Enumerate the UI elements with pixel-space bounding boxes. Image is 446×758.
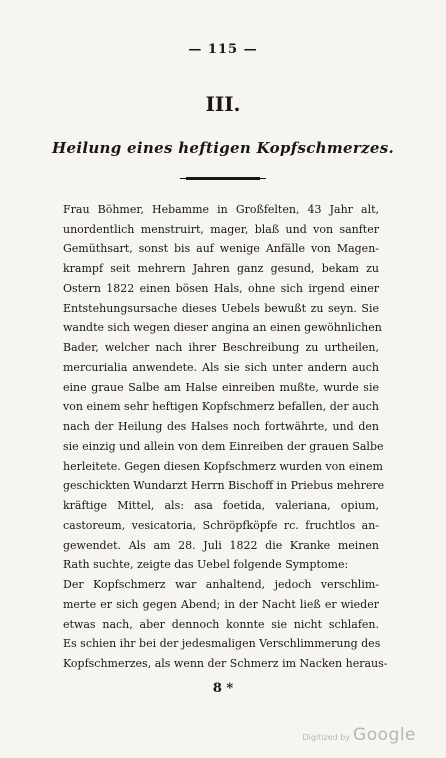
text-line: wandte sich wegen dieser angina an einen gewöhnlichen [63,321,382,334]
text-line: castoreum, vesicatoria, Schröpfköpfe rc. fruchtlos an- [63,519,379,532]
text-line: Es schien ihr bei der jedesmaligen Verschlimmerung des [63,637,381,650]
text-line: Rath suchte, zeigte das Uebel folgende Symptome: [63,558,349,571]
text-line: Kopfschmerzes, als wenn der Schmerz im Nacken heraus- [63,657,388,670]
text-line: geschickten Wundarzt Herrn Bischoff in Priebus mehrere [63,479,385,492]
text-line: kräftige Mittel, als: asa foetida, valeriana, opium, [63,499,379,512]
watermark-brand: Google [353,725,416,745]
text-line: Frau Böhmer, Hebamme in Großfelten, 43 Jahr alt, [63,203,379,216]
text-line: mercurialia anwendete. Als sie sich unter andern auch [63,361,379,374]
text-line: eine graue Salbe am Halse einreiben mußte, wurde sie [63,381,379,394]
text-line: Bader, welcher nach ihrer Beschreibung zu urtheilen, [63,341,379,354]
text-line: gewendet. Als am 28. Juli 1822 die Kranke meinen [63,539,379,552]
text-line: unordentlich menstruirt, mager, blaß und von sanfter [63,223,379,236]
text-line: etwas nach, aber dennoch konnte sie nicht schlafen. [63,618,379,631]
page-number: — 115 — [188,42,258,57]
text-line: Der Kopfschmerz war anhaltend, jedoch verschlim- [63,578,379,591]
text-line: Gemüthsart, sonst bis auf wenige Anfälle von Magen- [63,242,379,255]
signature-mark: 8 * [212,681,234,696]
text-line: sie einzig und allein von dem Einreiben der grauen Salbe [63,440,384,453]
text-line: Entstehungsursache dieses Uebels bewußt zu seyn. Sie [63,302,379,315]
text-line: Ostern 1822 einen bösen Hals, ohne sich irgend einer [63,282,379,295]
digitization-watermark [302,725,416,745]
text-line: krampf seit mehrern Jahren ganz gesund, bekam zu [63,262,379,275]
text-line: merte er sich gegen Abend; in der Nacht ließ er wieder [63,598,379,611]
watermark-prefix: Digitized by [302,733,351,742]
chapter-number: III. [205,92,241,116]
chapter-title: Heilung eines heftigen Kopfschmerzes. [52,139,394,157]
text-line: herleitete. Gegen diesen Kopfschmerz wurden von einem [63,460,383,473]
text-line: nach der Heilung des Halses noch fortwährte, und den [63,420,379,433]
text-line: von einem sehr heftigen Kopfschmerz befallen, der auch [63,400,379,413]
